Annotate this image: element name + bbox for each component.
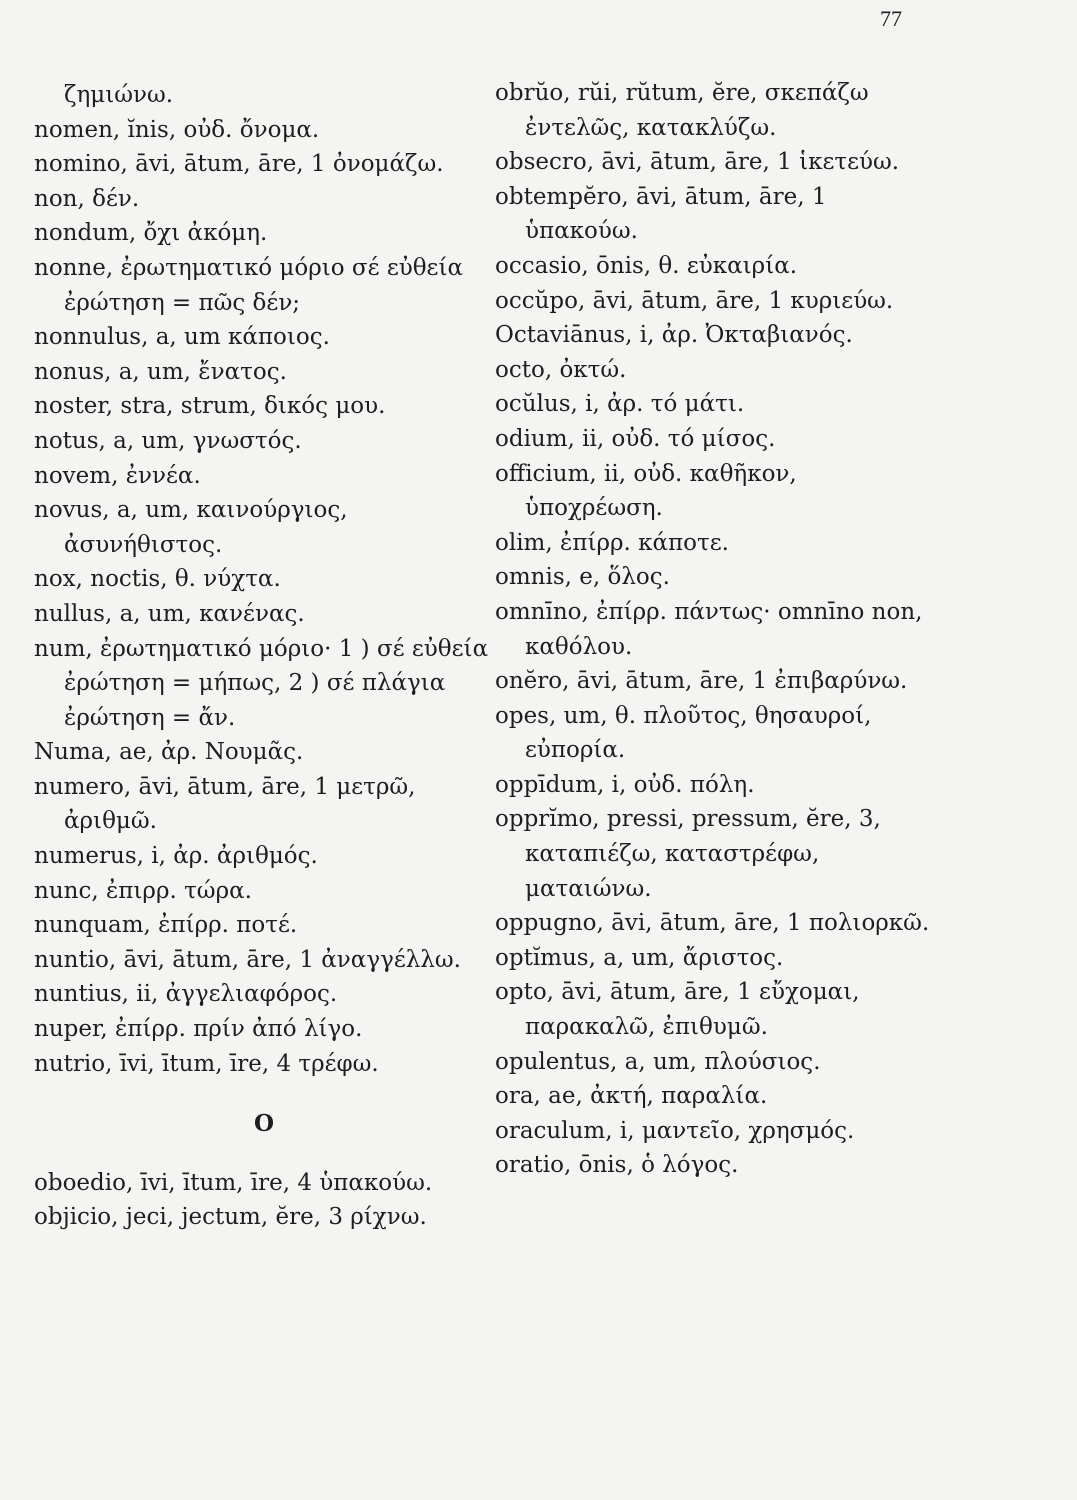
dictionary-entry: nuntio, āvi, ātum, āre, 1 ἀναγγέλλω. xyxy=(34,946,461,973)
dictionary-entry: novem, ἐννέα. xyxy=(34,462,201,489)
dictionary-entry: notus, a, um, γνωστός. xyxy=(34,427,302,454)
dictionary-entry: olim, ἐπίρρ. κάποτε. xyxy=(495,529,729,556)
dictionary-entry: opulentus, a, um, πλούσιος. xyxy=(495,1048,821,1075)
dictionary-entry: nuper, ἐπίρρ. πρίν ἀπό λίγο. xyxy=(34,1016,363,1043)
dictionary-entry: nonus, a, um, ἔνατος. xyxy=(34,358,287,385)
dictionary-entry: ζημιώνω. xyxy=(64,82,174,108)
dictionary-entry: nondum, ὄχι ἀκόμη. xyxy=(34,220,268,247)
left-column xyxy=(34,78,509,1235)
dictionary-entry: optĭmus, a, um, ἄριστος. xyxy=(495,944,784,971)
dictionary-entry: odium, ii, οὐδ. τό μίσος. xyxy=(495,425,776,452)
page-number: 77 xyxy=(880,6,902,31)
left-entries-top xyxy=(34,78,509,1081)
dictionary-entry: octo, ὀκτώ. xyxy=(495,356,627,383)
dictionary-entry: nomen, ĭnis, οὐδ. ὄνομα. xyxy=(34,116,320,143)
dictionary-entry: obrŭo, rŭi, rŭtum, ĕre, σκεπάζω ἐντελῶς, κατακλύζω. xyxy=(495,80,869,141)
right-column xyxy=(495,76,935,1183)
dictionary-entry: opes, um, θ. πλοῦτος, θησαυροί, εὐπορία. xyxy=(495,702,872,764)
dictionary-entry: nomino, āvi, ātum, āre, 1 ὀνομάζω. xyxy=(34,151,444,178)
dictionary-entry: omnis, e, ὅλος. xyxy=(495,564,670,591)
dictionary-entry: obtempĕro, āvi, ātum, āre, 1 ὑπακούω. xyxy=(495,183,827,245)
dictionary-entry: Octaviānus, i, ἀρ. Ὀκταβιανός. xyxy=(495,322,853,349)
dictionary-entry: oraculum, i, μαντεῖο, χρησμός. xyxy=(495,1117,855,1144)
dictionary-entry: officium, ii, οὐδ. καθῆκον, ὑποχρέωση. xyxy=(495,460,797,522)
left-entries-bottom xyxy=(34,1166,509,1235)
dictionary-entry: opto, āvi, ātum, āre, 1 εὔχομαι, παρακαλῶ, ἐπιθυμῶ. xyxy=(495,979,860,1041)
dictionary-entry: oboedio, īvi, ītum, īre, 4 ὑπακούω. xyxy=(34,1169,433,1196)
dictionary-entry: nullus, a, um, κανένας. xyxy=(34,600,305,627)
dictionary-entry: nonne, ἐρωτηματικό μόριο σέ εὐθεία ἐρώτηση = πῶς δέν; xyxy=(34,254,464,316)
dictionary-entry: novus, a, um, καινούργιος, ἀσυνήθιστος. xyxy=(34,497,348,558)
dictionary-entry: oppīdum, i, οὐδ. πόλη. xyxy=(495,771,755,798)
dictionary-entry: omnīno, ἐπίρρ. πάντως· omnīno non, καθόλου. xyxy=(495,598,923,660)
dictionary-entry: oppugno, āvi, ātum, āre, 1 πολιορκῶ. xyxy=(495,910,930,937)
dictionary-entry: obsecro, āvi, ātum, āre, 1 ἱκετεύω. xyxy=(495,149,900,176)
dictionary-entry: onĕro, āvi, ātum, āre, 1 ἐπιβαρύνω. xyxy=(495,668,908,695)
dictionary-entry: opprĭmo, pressi, pressum, ĕre, 3, καταπιέζω, καταστρέφω, ματαιώνω. xyxy=(495,806,881,902)
dictionary-entry: noster, stra, strum, δικός μου. xyxy=(34,393,386,420)
dictionary-entry: ocŭlus, i, ἀρ. τό μάτι. xyxy=(495,391,745,418)
dictionary-entry: nuntius, ii, ἀγγελιαφόρος. xyxy=(34,981,338,1008)
dictionary-entry: nunquam, ἐπίρρ. ποτέ. xyxy=(34,912,298,939)
dictionary-entry: oratio, ōnis, ὁ λόγος. xyxy=(495,1152,739,1179)
dictionary-entry: numero, āvi, ātum, āre, 1 μετρῶ, ἀριθμῶ. xyxy=(34,773,416,835)
dictionary-entry: objicio, jeci, jectum, ĕre, 3 ρίχνω. xyxy=(34,1204,427,1231)
dictionary-entry: nox, noctis, θ. νύχτα. xyxy=(34,566,281,593)
dictionary-entry: occasio, ōnis, θ. εὐκαιρία. xyxy=(495,252,798,279)
dictionary-entry: num, ἐρωτηματικό μόριο· 1 ) σέ εὐθεία ἐρώτηση = μήπως, 2 ) σέ πλάγια ἐρώτηση = ἄν. xyxy=(34,635,489,731)
dictionary-entry: nonnulus, a, um κάποιος. xyxy=(34,324,330,351)
section-letter: O xyxy=(253,1110,275,1138)
right-entries xyxy=(495,76,935,1183)
dictionary-entry: non, δέν. xyxy=(34,185,140,212)
dictionary-entry: ora, ae, ἀκτή, παραλία. xyxy=(495,1083,768,1110)
dictionary-entry: occŭpo, āvi, ātum, āre, 1 κυριεύω. xyxy=(495,287,894,314)
dictionary-entry: nunc, ἐπιρρ. τώρα. xyxy=(34,877,252,904)
dictionary-entry: numerus, i, ἀρ. ἀριθμός. xyxy=(34,843,318,870)
dictionary-entry: Numa, ae, ἀρ. Νουμᾶς. xyxy=(34,739,304,766)
dictionary-entry: nutrio, īvi, ītum, īre, 4 τρέφω. xyxy=(34,1050,379,1077)
